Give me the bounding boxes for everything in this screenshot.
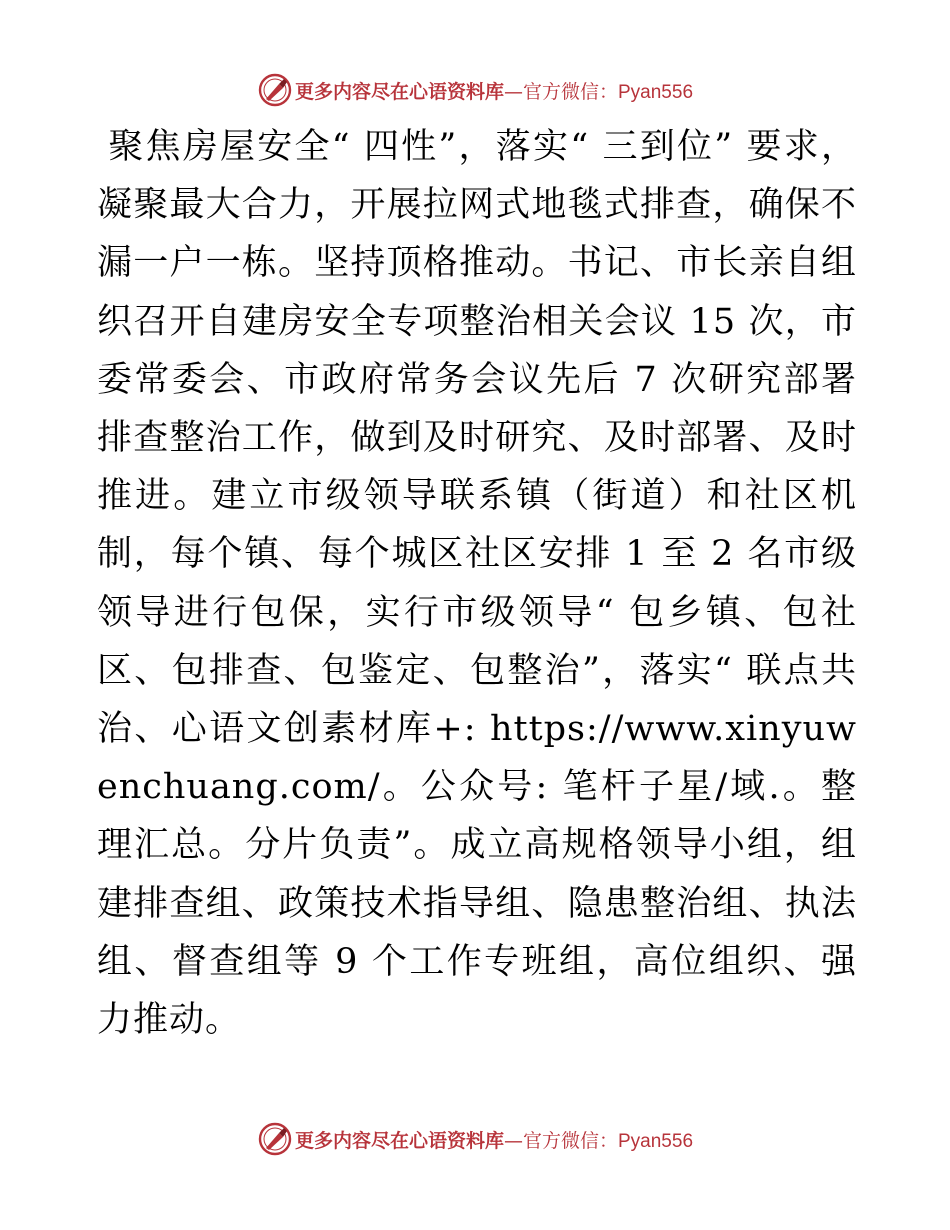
pen-nib-seal-icon — [257, 72, 293, 108]
watermark-separator: — — [503, 80, 523, 103]
footer-watermark — [0, 1121, 950, 1157]
header-watermark — [0, 72, 950, 108]
body-paragraph-text: 聚焦房屋安全“ 四性”，落实“ 三到位” 要求，凝聚最大合力，开展拉网式地毯式排查，确保不漏一户一栋。坚持顶格推动。书记、市长亲自组织召开自建房安全专项整治相关会议 15 次，市委常委会、市政府常务会议先后 7 次研究部署排查整治工作，做到及时研究、及时部署、及时推进。建立市级领导联系镇（街道）和社区机制，每个镇、每个城区社区安排 1 至 2 名市级领导进行包保，实行市级领导“ 包乡镇、包社区、包排查、包鉴定、包整治”，落实“ 联点共治、心语文创素材库+: https://www.xinyuwenchuang.com/。公众号: 笔杆子星/域.。整理汇总。分片负责”。成立高规格领导小组，组建排查组、政策技术指导组、隐患整治组、执法组、督查组等 9 个工作专班组，高位组织、强力推动。 — [97, 127, 857, 1041]
watermark-main-text: 更多内容尽在心语资料库 — [294, 80, 504, 103]
watermark-main-text: 更多内容尽在心语资料库 — [294, 1129, 504, 1152]
pen-nib-seal-icon — [257, 1121, 293, 1157]
watermark-text — [295, 77, 693, 104]
body-paragraph — [97, 118, 857, 1049]
watermark-text — [295, 1126, 693, 1153]
watermark-wechat-id: Pyan556 — [618, 81, 694, 103]
watermark-wechat-label: 官方微信： — [522, 80, 618, 103]
watermark-wechat-label: 官方微信： — [522, 1129, 618, 1152]
watermark-wechat-id: Pyan556 — [618, 1130, 694, 1152]
watermark-separator: — — [503, 1129, 523, 1152]
